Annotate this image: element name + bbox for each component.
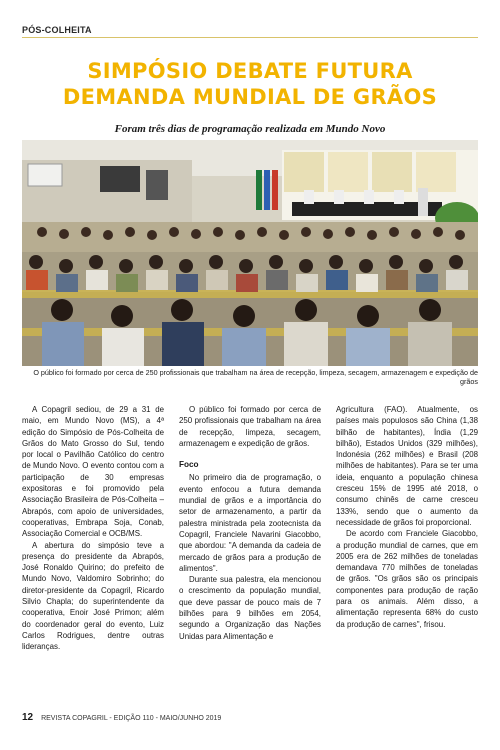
body-column-1 bbox=[22, 404, 164, 653]
body-column-3 bbox=[336, 404, 478, 630]
headline-line-2: DEMANDA MUNDIAL DE GRÃOS bbox=[62, 85, 438, 109]
event-audience-photo bbox=[22, 140, 478, 366]
section-divider bbox=[22, 37, 478, 38]
subhead-foco: Foco bbox=[179, 460, 199, 470]
paragraph: Agricultura (FAO). Atualmente, os países mais populosos são China (1,38 bilhão de habitantes), Índia (1,29 bilhão), Estados Unidos (329 milhões), Indonésia (262 milhões) e Brasil (208 milhões de habitantes). Para se ter uma ideia, enquanto a população chinesa cresceu 15% de 1995 até 2018, o consumo chinês de carne cresceu 133%, sendo que o aumento da necessidade de grãos foi proporcional. bbox=[336, 405, 478, 527]
article-subtitle: Foram três dias de programação realizada em Mundo Novo bbox=[114, 123, 386, 135]
headline-line-1: SIMPÓSIO DEBATE FUTURA bbox=[87, 59, 413, 83]
page-footer bbox=[22, 712, 221, 723]
paragraph: Durante sua palestra, ela mencionou o crescimento da população mundial, que deve passar de pouco mais de 7 bilhões para 9 bilhões em 2054, segundo a Organização das Nações Unidas para Alimentação e bbox=[179, 575, 321, 641]
section-label: PÓS-COLHEITA bbox=[22, 25, 92, 35]
article-headline bbox=[20, 58, 480, 110]
publication-info: REVISTA COPAGRIL - EDIÇÃO 110 - MAIO/JUNHO 2019 bbox=[41, 715, 222, 722]
photo-caption: O público foi formado por cerca de 250 profissionais que trabalham na área de recepção, limpeza, secagem, armazenagem e expedição de grãos bbox=[33, 368, 478, 386]
page-number: 12 bbox=[22, 712, 34, 723]
paragraph: O público foi formado por cerca de 250 profissionais que trabalham na área de recepção, limpeza, secagem, armazenagem e expedição de grãos. bbox=[179, 405, 321, 448]
paragraph: De acordo com Franciele Giacobbo, a produção mundial de carnes, que em 2005 era de 262 milhões de toneladas demandava 770 milhões de toneladas de grãos. "Os grãos são os principais componentes para produção de ração para os animais. Além disso, a alimentação representa 68% do custo da produção de carnes", frisou. bbox=[336, 529, 478, 629]
paragraph: A Copagril sediou, de 29 a 31 de maio, em Mundo Novo (MS), a 4ª edição do Simpósio de Pós-Colheita de Grãos do Mato Grosso do Sul, tendo por local o Pavilhão Católico do centro de Mundo Novo. O evento contou com a participação de 30 empresas expositoras e foi promovido pela Associação Brasileira de Pós-Colheita – Abrapós, com apoio de universidades, cooperativas, Embrapa Soja, Conab, Associação Comercial e OCB/MS. bbox=[22, 405, 164, 539]
paragraph: No primeiro dia de programação, o evento enfocou a futura demanda mundial de grãos e a importância do setor de armazenamento, a partir da palestra ministrada pela zootecnista da Copagril, Franciele Navarini Giacobbo, que abordou: "A demanda da cadeia de mercado de grãos para a produção de alimentos". bbox=[179, 473, 321, 573]
paragraph: A abertura do simpósio teve a presença do presidente da Abrapós, José Ronaldo Quirino; do prefeito de Mundo Novo, Valdomiro Sobrinho; do diretor-presidente da Copagril, Ricardo Silvio Chapla; do superintendente da cooperativa, Enoir José Primon; além do coordenador geral do evento, Luiz Carlos Rodrigues, dentre outras lideranças. bbox=[22, 540, 164, 652]
body-column-2 bbox=[179, 404, 321, 642]
